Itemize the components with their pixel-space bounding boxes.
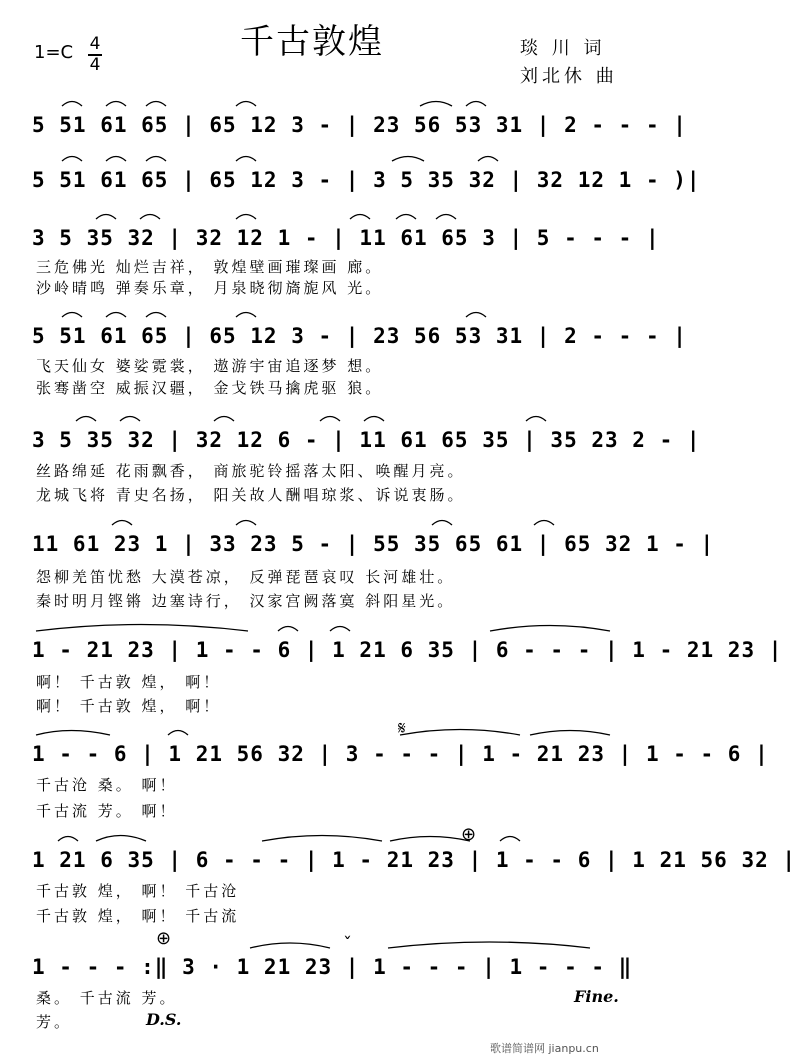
score-row-10: 1 - - - :‖ 3 · 1 21 23 | 1 - - - | 1 - - - ‖ — [32, 955, 633, 979]
lyric-row-10-verse-2: 芳。 — [36, 1013, 73, 1031]
lyric-row-3-verse-1: 三危佛光 灿烂吉祥， 敦煌壁画璀璨画 廊。 — [36, 258, 384, 276]
lyric-row-9-verse-2: 千古敦 煌， 啊！ 千古流 — [36, 907, 240, 925]
score-row-3: 3 5 35 32 | 32 12 1 - | 11 61 65 3 | 5 - - - | — [32, 226, 660, 250]
score-row-1: 5 51 61 65 | 65 12 3 - | 23 56 53 31 | 2 - - - | — [32, 113, 687, 137]
lyric-row-8-verse-1: 千古沧 桑。 啊！ — [36, 776, 178, 794]
page-title: 千古敦煌 — [240, 22, 384, 62]
lyric-row-10-verse-1: 桑。 千古流 芳。 — [36, 989, 178, 1007]
fine-mark: Fine. — [574, 987, 619, 1006]
lyricist-credit: 琰 川 词 — [520, 38, 606, 59]
lyric-row-7-verse-1: 啊！ 千古敦 煌， 啊！ — [36, 673, 222, 691]
score-row-5: 3 5 35 32 | 32 12 6 - | 11 61 65 35 | 35 23 2 - | — [32, 428, 701, 452]
score-row-2: 5 51 61 65 | 65 12 3 - | 3 5 35 32 | 32 12 1 - )| — [32, 168, 701, 192]
lyric-row-4-verse-2: 张骞凿空 威振汉疆， 金戈铁马擒虎驱 狼。 — [36, 379, 384, 397]
lyric-row-6-verse-2: 秦时明月铿锵 边塞诗行， 汉家宫阙落寞 斜阳星光。 — [36, 592, 456, 610]
lyric-row-9-verse-1: 千古敦 煌， 啊！ 千古沧 — [36, 882, 240, 900]
watermark: 歌谱简谱网 jianpu.cn — [490, 1042, 599, 1055]
score-row-6: 11 61 23 1 | 33 23 5 - | 55 35 65 61 | 65 32 1 - | — [32, 532, 715, 556]
segno-symbol: 𝄋 — [398, 718, 406, 739]
lyric-row-8-verse-2: 千古流 芳。 啊！ — [36, 802, 178, 820]
score-row-8: 1 - - 6 | 1 21 56 32 | 3 - - - | 1 - 21 23 | 1 - - 6 | — [32, 742, 769, 766]
lyric-row-7-verse-2: 啊！ 千古敦 煌， 啊！ — [36, 697, 222, 715]
key-signature: 1=C — [34, 42, 74, 63]
ds-mark: D.S. — [146, 1010, 182, 1029]
lyric-row-6-verse-1: 怨柳羌笛忧愁 大漠苍凉， 反弹琵琶哀叹 长河雄壮。 — [36, 568, 456, 586]
time-sig-top: 4 — [89, 34, 101, 54]
lyric-row-3-verse-2: 沙岭晴鸣 弹奏乐章， 月泉晓彻旖旎风 光。 — [36, 279, 384, 297]
score-row-4: 5 51 61 65 | 65 12 3 - | 23 56 53 31 | 2 - - - | — [32, 324, 687, 348]
coda-symbol-1: ⊕ — [461, 824, 477, 845]
composer-credit: 刘北休 曲 — [520, 66, 618, 87]
score-row-7: 1 - 21 23 | 1 - - 6 | 1 21 6 35 | 6 - - - | 1 - 21 23 | — [32, 638, 783, 662]
lyric-row-4-verse-1: 飞天仙女 婆娑霓裳， 遨游宇宙追逐梦 想。 — [36, 357, 384, 375]
breath-mark: ˇ — [343, 934, 352, 955]
score-row-9: 1 21 6 35 | 6 - - - | 1 - 21 23 | 1 - - 6 | 1 21 56 32 | — [32, 848, 796, 872]
lyric-row-5-verse-2: 龙城飞将 青史名扬， 阳关故人酬唱琼浆、诉说衷肠。 — [36, 486, 466, 504]
time-sig-bottom: 4 — [89, 54, 101, 75]
lyric-row-5-verse-1: 丝路绵延 花雨飘香， 商旅驼铃摇落太阳、唤醒月亮。 — [36, 462, 466, 480]
coda-symbol-2: ⊕ — [156, 928, 172, 949]
